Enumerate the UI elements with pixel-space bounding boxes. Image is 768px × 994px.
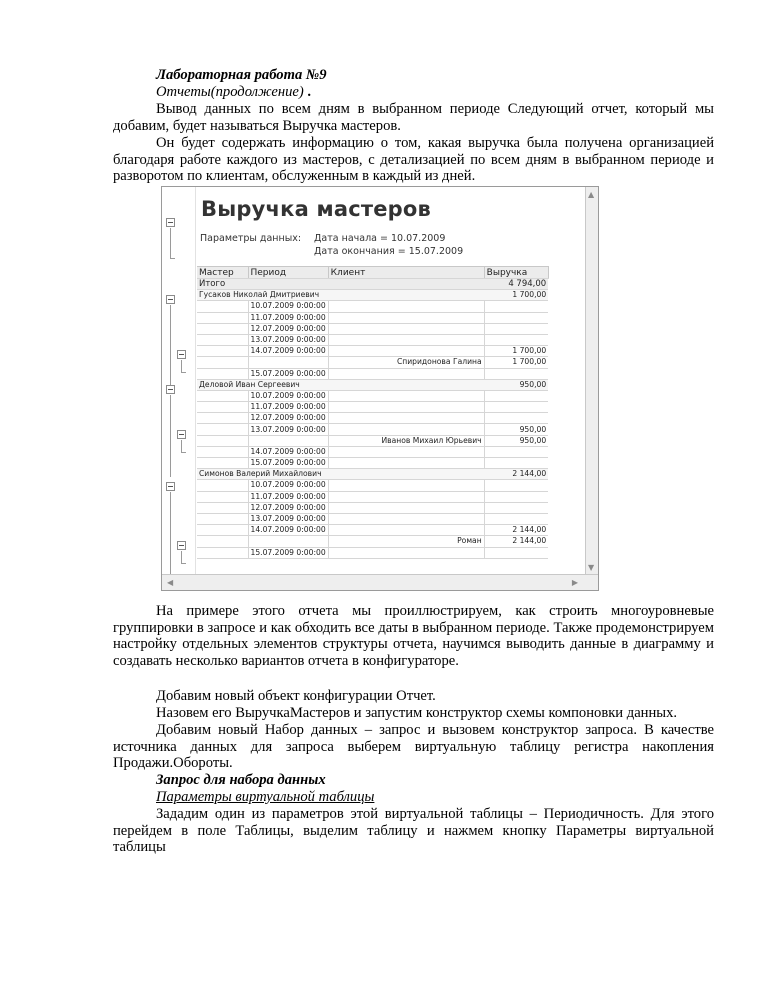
date-row [197, 491, 548, 502]
collapse-icon[interactable] [166, 218, 175, 227]
period-cell: 13.07.2009 0:00:00 [248, 513, 328, 524]
master-cell [197, 502, 248, 513]
client-cell [328, 413, 484, 424]
client-cell [328, 312, 484, 323]
revenue-cell: 950,00 [484, 379, 548, 390]
paragraph-6: Добавим новый Набор данных – запрос и вызовем конструктор запроса. В качестве источника данных для запроса выберем виртуальную таблицу регистра накопления Продажи.Обороты. [113, 722, 714, 772]
master-row [197, 379, 548, 390]
date-row [197, 323, 548, 334]
revenue-cell: 950,00 [484, 424, 548, 435]
master-cell [197, 357, 248, 368]
revenue-cell [484, 402, 548, 413]
revenue-cell: 1 700,00 [484, 346, 548, 357]
client-cell [328, 390, 484, 401]
master-cell [197, 368, 248, 379]
revenue-cell [484, 301, 548, 312]
client-cell [328, 480, 484, 491]
client-cell [328, 458, 484, 469]
master-cell [197, 413, 248, 424]
client-cell [328, 301, 484, 312]
master-cell [197, 323, 248, 334]
master-cell [197, 547, 248, 558]
period-cell: 15.07.2009 0:00:00 [248, 458, 328, 469]
revenue-cell [484, 458, 548, 469]
master-cell [197, 312, 248, 323]
period-cell: 15.07.2009 0:00:00 [248, 368, 328, 379]
date-row [197, 502, 548, 513]
total-value: 4 794,00 [484, 279, 548, 290]
collapse-icon[interactable] [166, 482, 175, 491]
revenue-cell [484, 312, 548, 323]
lab-subheading [113, 84, 714, 101]
lab-heading [113, 67, 714, 84]
period-cell: 12.07.2009 0:00:00 [248, 502, 328, 513]
revenue-cell [484, 413, 548, 424]
master-name: Симонов Валерий Михайлович [197, 469, 484, 480]
paragraph-4: Добавим новый объект конфигурации Отчет. [156, 688, 436, 704]
client-cell [328, 402, 484, 413]
period-cell: 11.07.2009 0:00:00 [248, 312, 328, 323]
date-row [197, 390, 548, 401]
vertical-scrollbar[interactable] [585, 187, 598, 576]
revenue-cell: 1 700,00 [484, 290, 548, 301]
period-cell [248, 435, 328, 446]
period-cell: 14.07.2009 0:00:00 [248, 525, 328, 536]
total-row [197, 279, 548, 290]
date-row [197, 424, 548, 435]
subheading-dot: . [303, 84, 312, 100]
col-revenue: Выручка [484, 267, 548, 279]
date-row [197, 312, 548, 323]
master-cell [197, 446, 248, 457]
tree-line [170, 395, 171, 477]
collapse-icon[interactable] [177, 541, 186, 550]
revenue-cell: 2 144,00 [484, 525, 548, 536]
client-cell [328, 446, 484, 457]
master-cell [197, 458, 248, 469]
param-start: Дата начала = 10.07.2009 [314, 233, 446, 244]
period-cell: 15.07.2009 0:00:00 [248, 547, 328, 558]
period-cell: 13.07.2009 0:00:00 [248, 334, 328, 345]
report-title: Выручка мастеров [201, 197, 432, 221]
grouping-gutter [162, 187, 196, 576]
revenue-cell [484, 502, 548, 513]
period-cell [248, 536, 328, 547]
revenue-cell: 2 144,00 [484, 536, 548, 547]
client-cell [328, 323, 484, 334]
client-cell [328, 334, 484, 345]
client-cell [328, 547, 484, 558]
revenue-cell: 2 144,00 [484, 469, 548, 480]
client-row [197, 435, 548, 446]
scroll-left-icon[interactable]: ◀ [167, 578, 174, 587]
paragraph-7: Зададим один из параметров этой виртуальной таблицы – Периодичность. Для этого перейдем в поле Таблицы, выделим таблицу и нажмем кнопку Параметры виртуальной таблицы [113, 806, 714, 856]
scroll-down-icon[interactable]: ▼ [588, 563, 595, 572]
master-name: Деловой Иван Сергеевич [197, 379, 484, 390]
col-client: Клиент [328, 267, 484, 279]
period-cell: 14.07.2009 0:00:00 [248, 346, 328, 357]
table-header [197, 267, 548, 279]
master-cell [197, 346, 248, 357]
client-cell [328, 513, 484, 524]
tree-line [181, 360, 182, 372]
period-cell [248, 357, 328, 368]
period-cell: 12.07.2009 0:00:00 [248, 413, 328, 424]
date-row [197, 513, 548, 524]
subsection-heading: Параметры виртуальной таблицы [156, 789, 375, 805]
horizontal-scrollbar[interactable] [162, 574, 598, 590]
period-cell: 14.07.2009 0:00:00 [248, 446, 328, 457]
client-cell [328, 502, 484, 513]
master-name: Гусаков Николай Дмитриевич [197, 290, 484, 301]
col-master: Мастер [197, 267, 248, 279]
master-cell [197, 402, 248, 413]
tree-hook [170, 258, 175, 259]
master-cell [197, 424, 248, 435]
master-cell [197, 491, 248, 502]
paragraph-1: Вывод данных по всем дням в выбранном периоде Следующий отчет, который мы добавим, будет называться Выручка мастеров. [113, 101, 714, 134]
client-cell [328, 368, 484, 379]
master-cell [197, 435, 248, 446]
date-row [197, 547, 548, 558]
period-cell: 11.07.2009 0:00:00 [248, 402, 328, 413]
revenue-cell: 950,00 [484, 435, 548, 446]
date-row [197, 458, 548, 469]
client-cell [328, 491, 484, 502]
master-row [197, 469, 548, 480]
revenue-cell [484, 547, 548, 558]
date-row [197, 346, 548, 357]
revenue-cell [484, 323, 548, 334]
section-heading: Запрос для набора данных [156, 772, 326, 788]
master-cell [197, 390, 248, 401]
revenue-cell [484, 368, 548, 379]
tree-line [170, 305, 171, 387]
date-row [197, 402, 548, 413]
client-cell [328, 525, 484, 536]
master-cell [197, 334, 248, 345]
tree-hook [181, 452, 186, 453]
period-cell: 10.07.2009 0:00:00 [248, 480, 328, 491]
param-end: Дата окончания = 15.07.2009 [314, 246, 464, 257]
collapse-icon[interactable] [177, 430, 186, 439]
scroll-right-icon[interactable]: ▶ [571, 578, 578, 587]
paragraph-3: На примере этого отчета мы проиллюстрируем, как строить многоуровневые группировки в запросе и как обходить все даты в выбранном периоде. Также продемонстрируем настройку отдельных элементов структуры отчета, научимся выводить данные в диаграмму и создавать несколько вариантов отчета в конфигураторе. [113, 603, 714, 669]
period-cell: 11.07.2009 0:00:00 [248, 491, 328, 502]
master-row [197, 290, 548, 301]
tree-line [170, 492, 171, 577]
revenue-cell [484, 446, 548, 457]
revenue-cell [484, 390, 548, 401]
date-row [197, 368, 548, 379]
collapse-icon[interactable] [166, 385, 175, 394]
date-row [197, 334, 548, 345]
period-cell: 10.07.2009 0:00:00 [248, 301, 328, 312]
report-table [197, 266, 549, 559]
period-cell: 12.07.2009 0:00:00 [248, 323, 328, 334]
paragraph-5: Назовем его ВыручкаМастеров и запустим конструктор схемы компоновки данных. [156, 705, 678, 721]
date-row [197, 446, 548, 457]
revenue-cell [484, 491, 548, 502]
master-cell [197, 525, 248, 536]
date-row [197, 413, 548, 424]
params-label: Параметры данных: [200, 233, 302, 244]
client-cell [328, 424, 484, 435]
client-cell: Роман [328, 536, 484, 547]
tree-line [181, 551, 182, 563]
master-cell [197, 536, 248, 547]
tree-hook [181, 563, 186, 564]
master-cell [197, 480, 248, 491]
col-period: Период [248, 267, 328, 279]
period-cell: 10.07.2009 0:00:00 [248, 390, 328, 401]
date-row [197, 480, 548, 491]
client-row [197, 536, 548, 547]
revenue-cell [484, 480, 548, 491]
master-cell [197, 513, 248, 524]
master-cell [197, 301, 248, 312]
tree-hook [181, 372, 186, 373]
collapse-icon[interactable] [177, 350, 186, 359]
client-cell: Иванов Михаил Юрьевич [328, 435, 484, 446]
period-cell: 13.07.2009 0:00:00 [248, 424, 328, 435]
collapse-icon[interactable] [166, 295, 175, 304]
revenue-cell [484, 513, 548, 524]
total-label: Итого [197, 279, 484, 290]
scroll-up-icon[interactable]: ▲ [588, 190, 595, 199]
paragraph-2: Он будет содержать информацию о том, какая выручка была получена организацией благодаря работе каждого из мастеров, с детализацией по всем дням в выбранном периоде и разворотом по клиентам, обслуженным в каждый из дней. [113, 135, 714, 185]
subheading-text: Отчеты(продолжение) [156, 84, 304, 100]
tree-line [170, 228, 171, 258]
tree-line [181, 440, 182, 452]
client-row [197, 357, 548, 368]
client-cell: Спиридонова Галина [328, 357, 484, 368]
date-row [197, 525, 548, 536]
client-cell [328, 346, 484, 357]
date-row [197, 301, 548, 312]
report-screenshot [161, 186, 599, 591]
revenue-cell [484, 334, 548, 345]
revenue-cell: 1 700,00 [484, 357, 548, 368]
lab-title: Лабораторная работа №9 [156, 67, 327, 83]
